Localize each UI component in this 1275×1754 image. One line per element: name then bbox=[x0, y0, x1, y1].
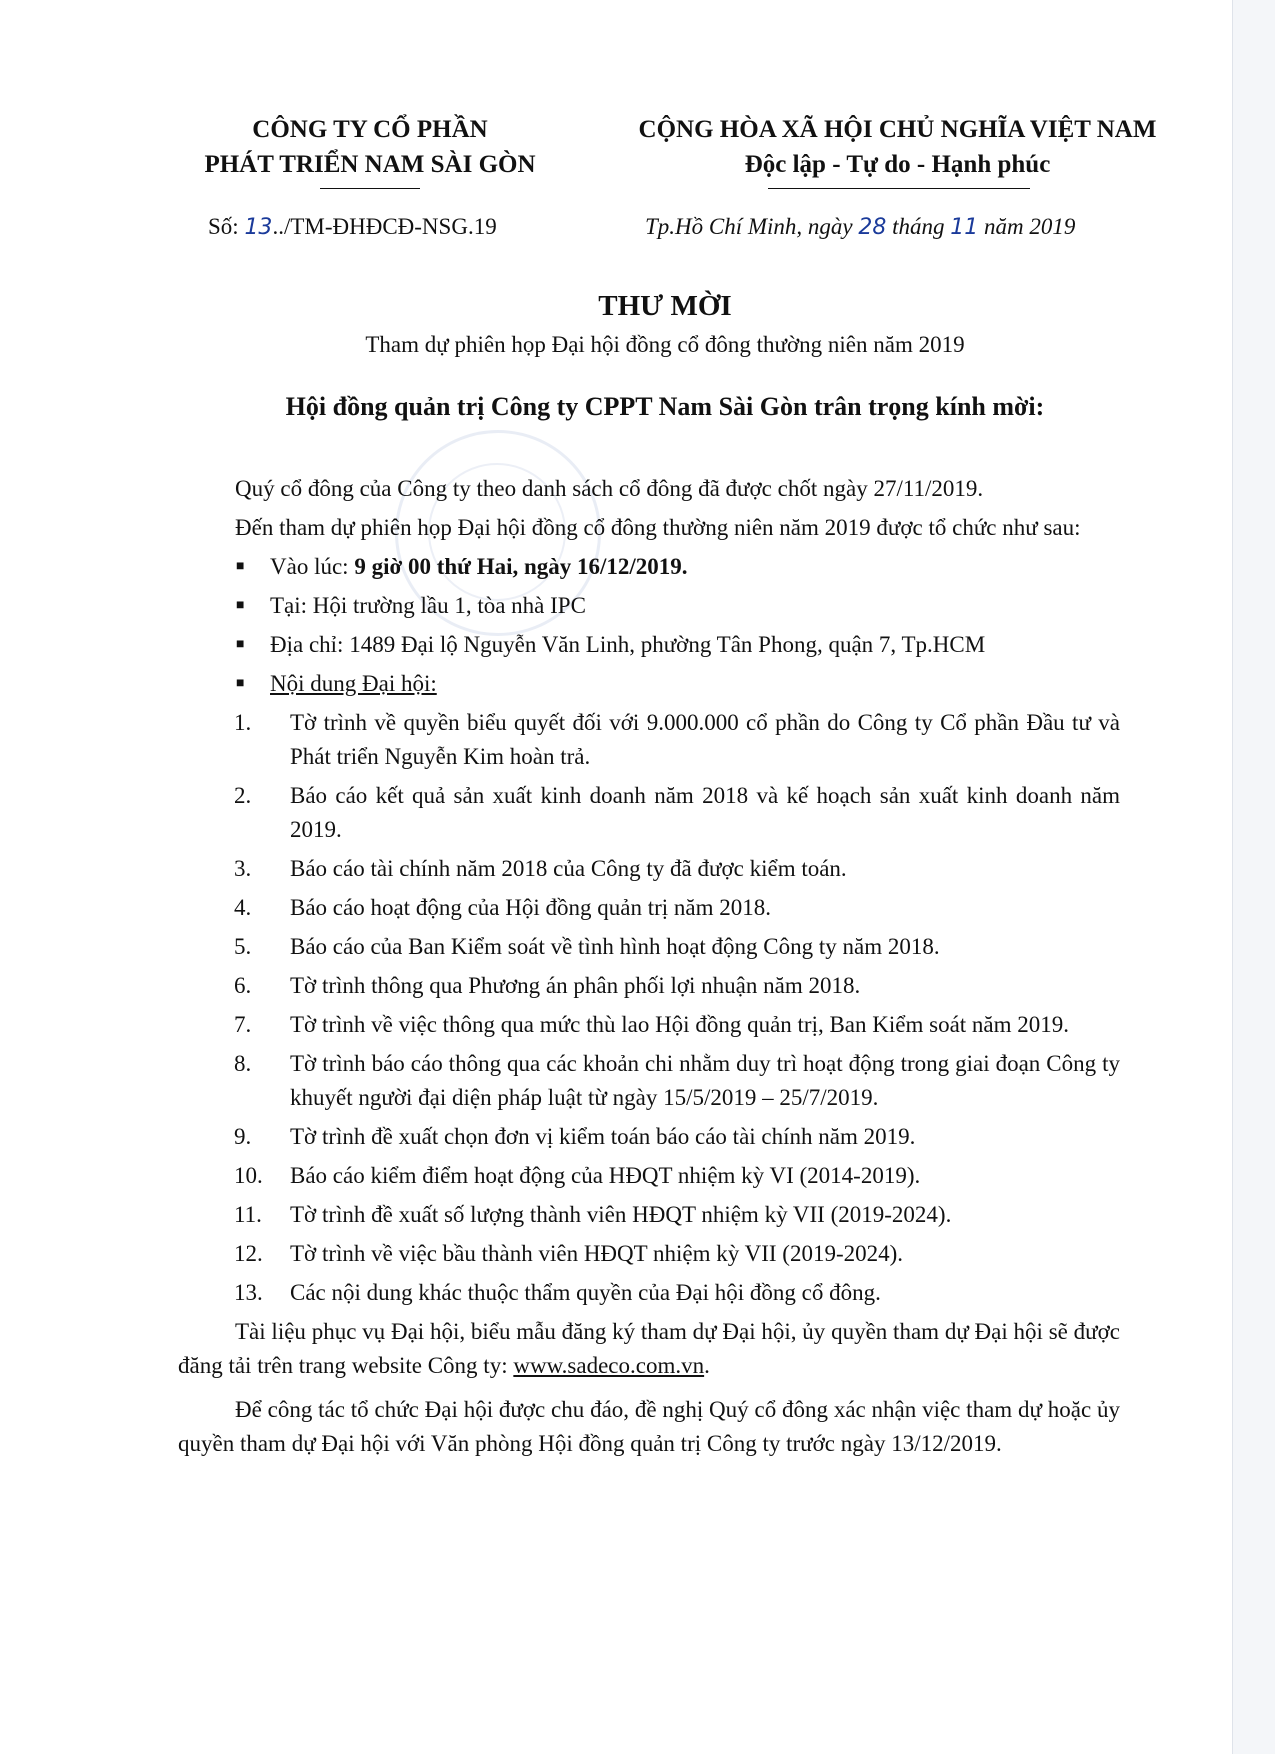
agenda-text: Tờ trình thông qua Phương án phân phối lợi nhuận năm 2018. bbox=[290, 973, 861, 998]
document-title: THƯ MỜI bbox=[598, 290, 732, 322]
doc-number-handwritten: 13 bbox=[244, 215, 273, 240]
agenda-number: 11. bbox=[234, 1202, 262, 1227]
agenda-number: 3. bbox=[234, 856, 252, 881]
agenda-text: Các nội dung khác thuộc thẩm quyền của Đại hội đồng cổ đông. bbox=[290, 1280, 881, 1305]
agenda-number: 6. bbox=[234, 973, 252, 998]
date-month-handwritten: 11 bbox=[950, 215, 979, 240]
agenda-item bbox=[178, 706, 1120, 774]
agenda-number: 12. bbox=[234, 1241, 263, 1266]
agenda-number: 4. bbox=[234, 895, 252, 920]
agenda-text: Báo cáo kết quả sản xuất kinh doanh năm 2018 và kế hoạch sản xuất kinh doanh năm 2019. bbox=[290, 783, 1120, 842]
company-name-line1: CÔNG TY CỔ PHẦN bbox=[252, 116, 488, 143]
agenda-number: 2. bbox=[234, 783, 252, 808]
agenda-text: Tờ trình về quyền biểu quyết đối với 9.000.000 cổ phần do Công ty Cổ phần Đầu tư và Phát triển Nguyễn Kim hoàn trả. bbox=[290, 710, 1120, 769]
agenda-number: 5. bbox=[234, 934, 252, 959]
invitation-line: Hội đồng quản trị Công ty CPPT Nam Sài Gòn trân trọng kính mời: bbox=[285, 392, 1045, 421]
agenda-item bbox=[178, 1159, 1120, 1193]
agenda-text: Báo cáo kiểm điểm hoạt động của HĐQT nhiệm kỳ VI (2014-2019). bbox=[290, 1163, 921, 1188]
national-title: CỘNG HÒA XÃ HỘI CHỦ NGHĨA VIỆT NAM bbox=[638, 116, 1157, 143]
bullet-square-icon: ■ bbox=[236, 559, 245, 574]
agenda-text: Tờ trình đề xuất số lượng thành viên HĐQT nhiệm kỳ VII (2019-2024). bbox=[290, 1202, 952, 1227]
agenda-list bbox=[178, 706, 1120, 1310]
national-header bbox=[610, 112, 1185, 182]
venue-text: Tại: Hội trường lầu 1, tòa nhà IPC bbox=[270, 593, 586, 618]
agenda-text: Báo cáo tài chính năm 2018 của Công ty đã được kiểm toán. bbox=[290, 856, 847, 881]
doc-number-suffix: ../TM-ĐHĐCĐ-NSG.19 bbox=[272, 214, 497, 239]
company-underline bbox=[320, 188, 420, 189]
agenda-number: 10. bbox=[234, 1163, 263, 1188]
time-label: Vào lúc: bbox=[270, 554, 355, 579]
bullet-time bbox=[178, 550, 1120, 584]
agenda-item bbox=[178, 1276, 1120, 1310]
agenda-item bbox=[178, 1237, 1120, 1271]
website-link[interactable]: www.sadeco.com.vn bbox=[513, 1353, 705, 1378]
bullet-square-icon: ■ bbox=[236, 598, 245, 613]
agenda-item bbox=[178, 779, 1120, 847]
agenda-text: Tờ trình về việc thông qua mức thù lao Hội đồng quản trị, Ban Kiểm soát năm 2019. bbox=[290, 1012, 1070, 1037]
bullet-venue bbox=[178, 589, 1120, 623]
agenda-text: Tờ trình về việc bầu thành viên HĐQT nhiệm kỳ VII (2019-2024). bbox=[290, 1241, 904, 1266]
doc-number-prefix: Số: bbox=[208, 214, 245, 239]
agenda-number: 13. bbox=[234, 1280, 263, 1305]
time-value: 9 giờ 00 thứ Hai, ngày 16/12/2019. bbox=[354, 554, 688, 579]
bullet-square-icon: ■ bbox=[236, 676, 245, 691]
document-number bbox=[208, 212, 497, 243]
date-year-label: năm 2019 bbox=[978, 214, 1076, 239]
agenda-item bbox=[178, 969, 1120, 1003]
agenda-text: Tờ trình báo cáo thông qua các khoản chi nhằm duy trì hoạt động trong giai đoạn Công ty khuyết người đại diện pháp luật từ ngày 15/5/2019 – 25/7/2019. bbox=[290, 1051, 1120, 1110]
date-place: Tp.Hồ Chí Minh, ngày bbox=[645, 214, 859, 239]
document-date bbox=[645, 212, 1075, 243]
company-header bbox=[175, 112, 565, 182]
agenda-text: Tờ trình đề xuất chọn đơn vị kiểm toán báo cáo tài chính năm 2019. bbox=[290, 1124, 916, 1149]
bullet-agenda-heading bbox=[178, 667, 1120, 701]
national-motto: Độc lập - Tự do - Hạnh phúc bbox=[744, 151, 1051, 178]
closing-paragraph: Để công tác tổ chức Đại hội được chu đáo, đề nghị Quý cổ đông xác nhận việc tham dự hoặc ủy quyền tham dự Đại hội với Văn phòng Hội đồng quản trị Công ty trước ngày 13/12/2019. bbox=[178, 1397, 1120, 1456]
company-name-line2: PHÁT TRIỂN NAM SÀI GÒN bbox=[204, 151, 536, 178]
agenda-item bbox=[178, 1198, 1120, 1232]
agenda-text: Báo cáo hoạt động của Hội đồng quản trị năm 2018. bbox=[290, 895, 771, 920]
agenda-item bbox=[178, 1120, 1120, 1154]
documents-paragraph bbox=[178, 1315, 1120, 1383]
documents-text: Tài liệu phục vụ Đại hội, biểu mẫu đăng ký tham dự Đại hội, ủy quyền tham dự Đại hội sẽ được đăng tải trên trang website Công ty: bbox=[178, 1319, 1120, 1378]
agenda-number: 7. bbox=[234, 1012, 252, 1037]
agenda-heading: Nội dung Đại hội: bbox=[270, 671, 437, 696]
bullet-square-icon: ■ bbox=[236, 637, 245, 652]
agenda-number: 8. bbox=[234, 1051, 252, 1076]
document-subtitle: Tham dự phiên họp Đại hội đồng cổ đông thường niên năm 2019 bbox=[365, 332, 965, 357]
agenda-item bbox=[178, 930, 1120, 964]
date-day-handwritten: 28 bbox=[858, 215, 887, 240]
letter-body bbox=[178, 472, 1120, 1466]
agenda-number: 9. bbox=[234, 1124, 252, 1149]
agenda-text: Báo cáo của Ban Kiểm soát về tình hình hoạt động Công ty năm 2018. bbox=[290, 934, 940, 959]
intro-paragraph-2: Đến tham dự phiên họp Đại hội đồng cổ đông thường niên năm 2019 được tổ chức như sau: bbox=[235, 515, 1081, 540]
agenda-item bbox=[178, 891, 1120, 925]
motto-underline bbox=[768, 188, 1030, 189]
agenda-item bbox=[178, 1008, 1120, 1042]
address-text: Địa chỉ: 1489 Đại lộ Nguyễn Văn Linh, phường Tân Phong, quận 7, Tp.HCM bbox=[270, 632, 986, 657]
agenda-item bbox=[178, 1047, 1120, 1115]
documents-end: . bbox=[704, 1353, 710, 1378]
date-month-label: tháng bbox=[886, 214, 951, 239]
agenda-item bbox=[178, 852, 1120, 886]
agenda-number: 1. bbox=[234, 710, 252, 735]
intro-paragraph-1: Quý cổ đông của Công ty theo danh sách cổ đông đã được chốt ngày 27/11/2019. bbox=[235, 476, 984, 501]
bullet-address bbox=[178, 628, 1120, 662]
